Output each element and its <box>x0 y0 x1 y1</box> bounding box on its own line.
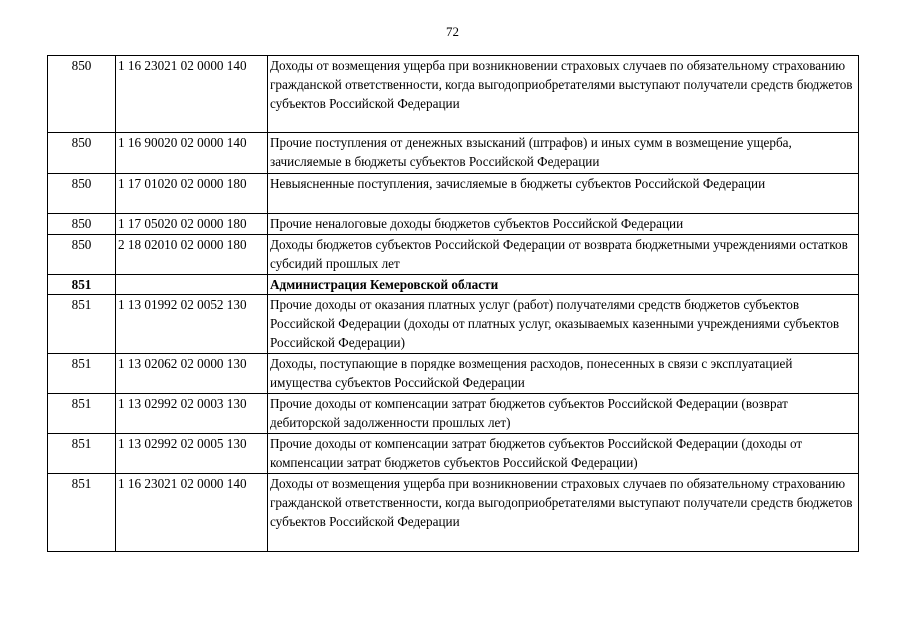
budget-code-cell: 2 18 02010 02 0000 180 <box>116 235 268 275</box>
table-row <box>48 174 859 214</box>
revenue-name-cell: Невыясненные поступления, зачисляемые в бюджеты субъектов Российской Федерации <box>268 174 859 214</box>
revenue-name-cell: Доходы, поступающие в порядке возмещения расходов, понесенных в связи с эксплуатацией имущества субъектов Российской Федерации <box>268 354 859 394</box>
budget-code-cell: 1 17 05020 02 0000 180 <box>116 214 268 235</box>
revenue-name-cell: Прочие доходы от оказания платных услуг (работ) получателями средств бюджетов субъектов Российской Федерации (доходы от платных услуг, оказываемых казенными учреждениями субъектов Российской Федерации) <box>268 295 859 354</box>
budget-code-cell: 1 13 02992 02 0003 130 <box>116 394 268 434</box>
budget-code-cell: 1 13 02992 02 0005 130 <box>116 434 268 474</box>
admin-code-cell: 851 <box>48 474 116 552</box>
revenue-name-cell: Доходы от возмещения ущерба при возникновении страховых случаев по обязательному страхованию гражданской ответственности, когда выгодоприобретателями выступают получатели средств бюджетов субъектов Российской Федерации <box>268 56 859 133</box>
budget-code-cell: 1 13 02062 02 0000 130 <box>116 354 268 394</box>
revenue-name-cell: Прочие поступления от денежных взысканий (штрафов) и иных сумм в возмещение ущерба, зачисляемые в бюджеты субъектов Российской Федерации <box>268 133 859 174</box>
table-row <box>48 214 859 235</box>
administrator-name-cell: Администрация Кемеровской области <box>268 275 859 295</box>
revenue-name-cell: Доходы от возмещения ущерба при возникновении страховых случаев по обязательному страхованию гражданской ответственности, когда выгодоприобретателями выступают получатели средств бюджетов субъектов Российской Федерации <box>268 474 859 552</box>
table-row <box>48 354 859 394</box>
revenue-name-cell: Прочие доходы от компенсации затрат бюджетов субъектов Российской Федерации (доходы от компенсации затрат бюджетов субъектов Российской Федерации) <box>268 434 859 474</box>
admin-code-cell: 850 <box>48 214 116 235</box>
table-row <box>48 56 859 133</box>
budget-code-cell: 1 16 23021 02 0000 140 <box>116 474 268 552</box>
budget-code-cell: 1 17 01020 02 0000 180 <box>116 174 268 214</box>
table-row <box>48 133 859 174</box>
admin-code-cell: 850 <box>48 235 116 275</box>
revenue-name-cell: Доходы бюджетов субъектов Российской Федерации от возврата бюджетными учреждениями остатков субсидий прошлых лет <box>268 235 859 275</box>
table-row <box>48 434 859 474</box>
table-row <box>48 235 859 275</box>
table-row <box>48 474 859 552</box>
admin-code-cell: 850 <box>48 133 116 174</box>
revenue-codes-table <box>47 55 859 552</box>
admin-code-cell: 851 <box>48 295 116 354</box>
admin-code-cell: 850 <box>48 174 116 214</box>
admin-code-cell: 851 <box>48 434 116 474</box>
revenue-name-cell: Прочие доходы от компенсации затрат бюджетов субъектов Российской Федерации (возврат дебиторской задолженности прошлых лет) <box>268 394 859 434</box>
table-row-section-header <box>48 275 859 295</box>
table-row <box>48 295 859 354</box>
budget-code-cell: 1 16 23021 02 0000 140 <box>116 56 268 133</box>
revenue-name-cell: Прочие неналоговые доходы бюджетов субъектов Российской Федерации <box>268 214 859 235</box>
budget-code-cell: 1 13 01992 02 0052 130 <box>116 295 268 354</box>
budget-code-cell: 1 16 90020 02 0000 140 <box>116 133 268 174</box>
admin-code-cell: 851 <box>48 354 116 394</box>
page-number: 72 <box>446 24 459 39</box>
admin-code-cell: 851 <box>48 394 116 434</box>
admin-code-cell: 851 <box>48 275 116 295</box>
table-row <box>48 394 859 434</box>
budget-code-cell <box>116 275 268 295</box>
admin-code-cell: 850 <box>48 56 116 133</box>
